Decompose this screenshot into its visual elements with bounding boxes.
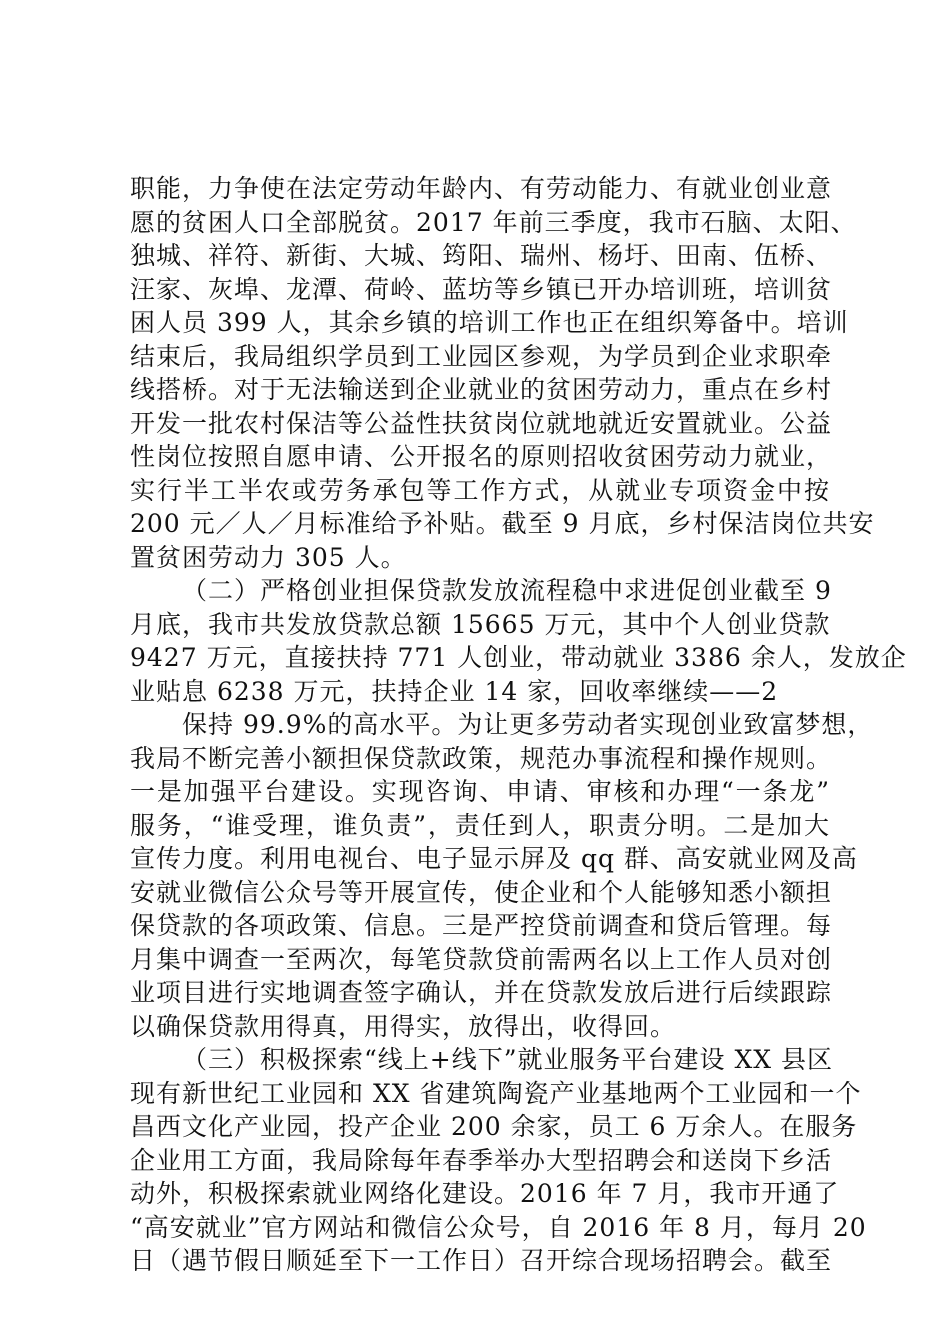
paragraph-p3 bbox=[130, 708, 874, 1043]
paragraph-p4 bbox=[130, 1043, 867, 1278]
text-line: 线搭桥。对于无法输送到企业就业的贫困劳动力，重点在乡村 bbox=[130, 375, 833, 404]
text-line: 愿的贫困人口全部脱贫。2017 年前三季度，我市石脑、太阳、 bbox=[130, 207, 857, 237]
text-line: 月集中调查一至两次，每笔贷款贷前需两名以上工作人员对创 bbox=[130, 944, 833, 974]
text-line: 服务，“谁受理，谁负责”，责任到人，职责分明。二是加大 bbox=[130, 810, 830, 840]
text-line: 企业用工方面，我局除每年春季举办大型招聘会和送岗下乡活 bbox=[130, 1145, 833, 1175]
text-line: 月底，我市共发放贷款总额 15665 万元，其中个人创业贷款 bbox=[130, 609, 831, 639]
paragraph-p1 bbox=[130, 172, 875, 574]
text-line: 性岗位按照自愿申请、公开报名的原则招收贫困劳动力就业， bbox=[130, 442, 833, 471]
text-line: 业贴息 6238 万元，扶持企业 14 家，回收率继续——2 bbox=[130, 676, 779, 706]
text-line: 独城、祥符、新街、大城、筠阳、瑞州、杨圩、田南、伍桥、 bbox=[130, 241, 833, 270]
text-line: 一是加强平台建设。实现咨询、申请、审核和办理“一条龙” bbox=[130, 777, 830, 806]
text-line: 职能，力争使在法定劳动年龄内、有劳动能力、有就业创业意 bbox=[130, 174, 833, 203]
text-line: （三）积极探索“线上+线下”就业服务平台建设 XX 县区 bbox=[182, 1045, 833, 1074]
text-line: 200 元／人／月标准给予补贴。截至 9 月底，乡村保洁岗位共安 bbox=[130, 509, 875, 538]
text-line: 保贷款的各项政策、信息。三是严控贷前调查和贷后管理。每 bbox=[130, 911, 833, 940]
text-line: 我局不断完善小额担保贷款政策，规范办事流程和操作规则。 bbox=[130, 743, 833, 773]
text-line: 日（遇节假日顺延至下一工作日）召开综合现场招聘会。截至 bbox=[130, 1246, 833, 1275]
text-line: 安就业微信公众号等开展宣传，使企业和个人能够知悉小额担 bbox=[130, 877, 833, 907]
text-line: 汪家、灰埠、龙潭、荷岭、蓝坊等乡镇已开办培训班，培训贫 bbox=[130, 274, 833, 304]
document-body bbox=[130, 172, 907, 1278]
text-line: 昌西文化产业园，投产企业 200 余家，员工 6 万余人。在服务 bbox=[130, 1112, 858, 1141]
text-line: 开发一批农村保洁等公益性扶贫岗位就地就近安置就业。公益 bbox=[130, 408, 833, 438]
text-line: 困人员 399 人，其余乡镇的培训工作也正在组织筹备中。培训 bbox=[130, 308, 849, 337]
paragraph-p2 bbox=[130, 574, 907, 708]
text-line: 现有新世纪工业园和 XX 省建筑陶瓷产业基地两个工业园和一个 bbox=[130, 1078, 862, 1108]
text-line: 业项目进行实地调查签字确认，并在贷款发放后进行后续跟踪 bbox=[130, 978, 833, 1007]
text-line: 9427 万元，直接扶持 771 人创业，带动就业 3386 余人，发放企 bbox=[130, 643, 907, 672]
text-line: 以确保贷款用得真，用得实，放得出，收得回。 bbox=[130, 1011, 677, 1041]
text-line: （二）严格创业担保贷款发放流程稳中求进促创业截至 9 bbox=[182, 576, 832, 605]
text-line: 实行半工半农或劳务承包等工作方式，从就业专项资金中按 bbox=[130, 475, 830, 505]
text-line: 动外，积极探索就业网络化建设。2016 年 7 月，我市开通了 bbox=[130, 1179, 840, 1208]
text-line: 结束后，我局组织学员到工业园区参观，为学员到企业求职牵 bbox=[130, 341, 833, 371]
text-line: 宣传力度。利用电视台、电子显示屏及 qq 群、高安就业网及高 bbox=[130, 844, 858, 873]
text-line: 保持 99.9%的高水平。为让更多劳动者实现创业致富梦想， bbox=[182, 710, 874, 739]
text-line: 置贫困劳动力 305 人。 bbox=[130, 542, 407, 572]
text-line: “高安就业”官方网站和微信公众号，自 2016 年 8 月，每月 20 bbox=[130, 1212, 867, 1242]
